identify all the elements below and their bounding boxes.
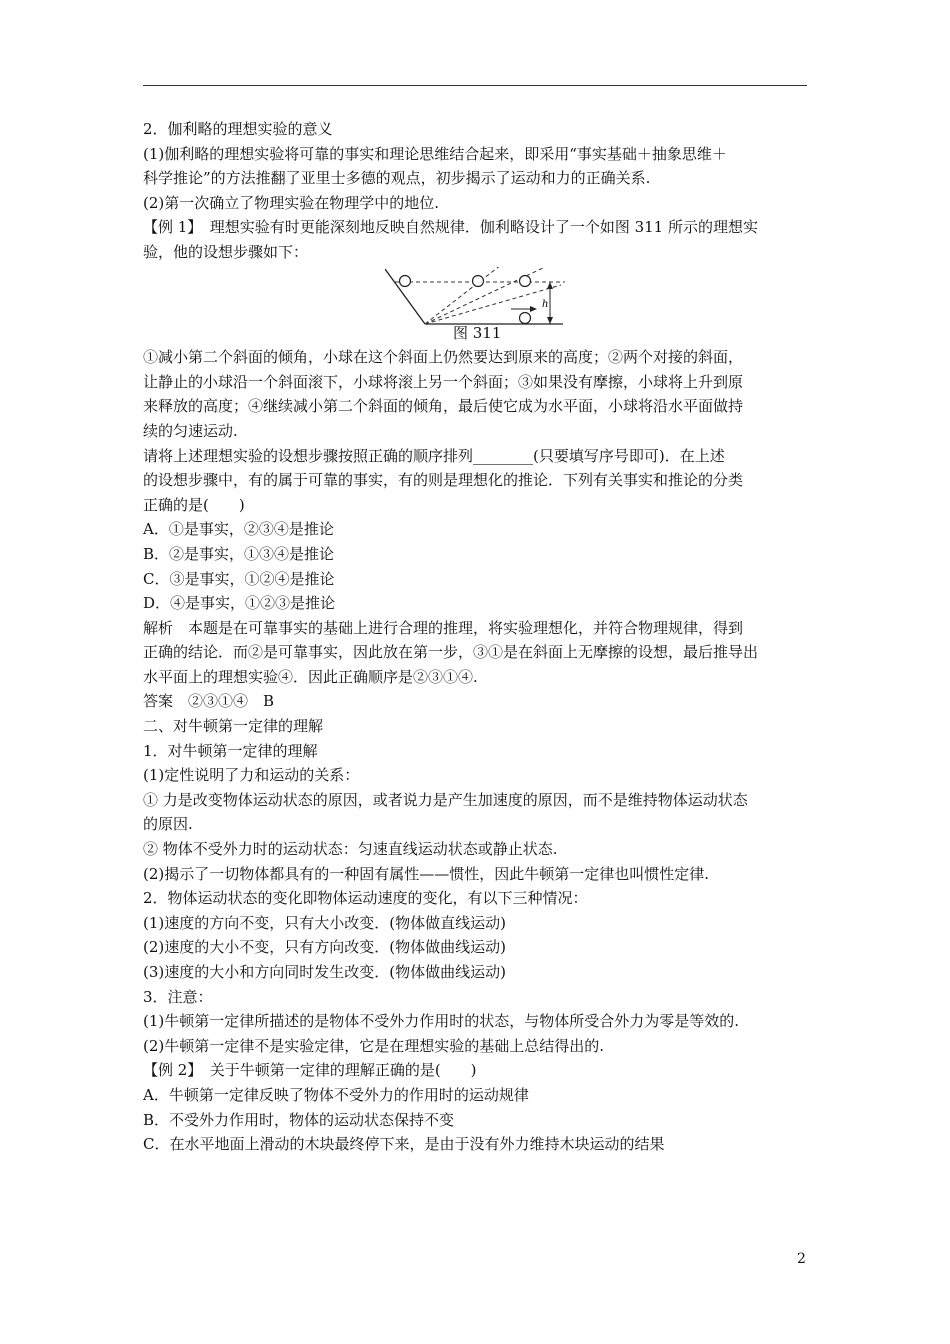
dimension-arrow-up-icon: [547, 282, 553, 289]
section-title: 二、对牛顿第一定律的理解: [143, 717, 324, 736]
option-d: D．④是事实，①②③是推论: [143, 594, 336, 613]
paragraph-line: (2)第一次确立了物理实验在物理学中的地位.: [143, 193, 440, 212]
subsection-heading: 1．对牛顿第一定律的理解: [143, 741, 318, 760]
option-a: A．①是事实，②③④是推论: [143, 520, 334, 539]
example-1-label: 【例 1】 理想实验有时更能深刻地反映自然规律．伽利略设计了一个如图 311 所示的理想实: [143, 218, 758, 237]
ball-incline: [473, 275, 484, 286]
ball-start: [400, 275, 411, 286]
paragraph-line: (2)牛顿第一定律不是实验定律，它是在理想实验的基础上总结得出的.: [143, 1036, 605, 1055]
example-2-label: 【例 2】 关于牛顿第一定律的理解正确的是( ): [143, 1061, 477, 1080]
question-line: 请将上述理想实验的设想步骤按照正确的顺序排列________(只要填写序号即可)．在上述: [143, 446, 725, 465]
paragraph-line: (1)伽利略的理想实验将可靠的事实和理论思维结合起来，即采用“事实基础＋抽象思维＋: [143, 144, 727, 163]
ball-floor: [520, 312, 531, 323]
section-heading: 2．伽利略的理想实验的意义: [143, 120, 333, 138]
option-c: C．③是事实，①②④是推论: [143, 569, 335, 588]
incline-dashed-3: [425, 285, 561, 324]
paragraph-line: 让静止的小球沿一个斜面滚下，小球将滚上另一个斜面；③如果没有摩擦，小球将上升到原: [143, 372, 744, 391]
paragraph-line: 的原因.: [143, 815, 193, 834]
paragraph-line: 来释放的高度；④继续减小第二个斜面的倾角，最后使它成为水平面，小球将沿水平面做持: [143, 397, 744, 416]
analysis-line: 水平面上的理想实验④．因此正确顺序是②③①④.: [143, 667, 478, 686]
paragraph-line: ①减小第二个斜面的倾角，小球在这个斜面上仍然要达到原来的高度；②两个对接的斜面，: [143, 348, 744, 367]
header-rule: [143, 85, 807, 86]
paragraph-line: (2)揭示了一切物体都具有的一种固有属性——惯性，因此牛顿第一定律也叫惯性定律.: [143, 864, 710, 883]
question-line: 的设想步骤中，有的属于可靠的事实，有的则是理想化的推论．下列有关事实和推论的分类: [143, 471, 744, 490]
option-c: C．在水平地面上滑动的木块最终停下来，是由于没有外力维持木块运动的结果: [143, 1135, 665, 1154]
paragraph-line: (1)速度的方向不变，只有大小改变．(物体做直线运动): [143, 913, 506, 932]
option-b: B．②是事实，①③④是推论: [143, 544, 335, 563]
arrow-head-icon: [530, 306, 537, 312]
paragraph-line: (1)定性说明了力和运动的关系：: [143, 766, 360, 785]
subsection-heading: 2．物体运动状态的变化即物体运动速度的变化，有以下三种情况：: [143, 889, 588, 908]
figure-caption: 图 311: [453, 323, 502, 342]
height-label: h: [542, 298, 549, 310]
document-body: [143, 117, 813, 1157]
paragraph-line: 验，他的设想步骤如下：: [143, 242, 309, 261]
answer-line: 答案 ②③①④ B: [143, 692, 275, 711]
question-line: 正确的是( ): [143, 495, 245, 514]
analysis-line: 正确的结论．而②是可靠事实，因此放在第一步，③①是在斜面上无摩擦的设想，最后推导出: [143, 643, 759, 662]
paragraph-line: 续的匀速运动.: [143, 421, 238, 440]
paragraph-line: ② 物体不受外力时的运动状态：匀速直线运动状态或静止状态.: [143, 840, 558, 859]
inclined-plane-diagram: [385, 267, 715, 327]
paragraph-line: (1)牛顿第一定律所描述的是物体不受外力作用时的状态，与物体所受合外力为零是等效的.: [143, 1012, 740, 1031]
figure-311: [143, 267, 813, 321]
paragraph-line: 科学推论”的方法推翻了亚里士多德的观点，初步揭示了运动和力的正确关系.: [143, 169, 651, 188]
paragraph-line: ① 力是改变物体运动状态的原因，或者说力是产生加速度的原因，而不是维持物体运动状态: [143, 790, 748, 809]
analysis-line: 解析 本题是在可靠事实的基础上进行合理的推理，将实验理想化，并符合物理规律，得到: [143, 618, 744, 637]
page-number: 2: [797, 1251, 806, 1267]
paragraph-line: (3)速度的大小和方向同时发生改变．(物体做曲线运动): [143, 963, 506, 981]
ball-shallow-incline: [520, 275, 531, 286]
option-a: A．牛顿第一定律反映了物体不受外力的作用时的运动规律: [143, 1085, 529, 1104]
subsection-heading: 3．注意：: [143, 987, 213, 1006]
paragraph-line: (2)速度的大小不变，只有方向改变．(物体做曲线运动): [143, 938, 506, 957]
dimension-arrow-down-icon: [547, 317, 553, 324]
incline-dashed-1: [425, 267, 501, 324]
option-b: B．不受外力作用时，物体的运动状态保持不变: [143, 1110, 455, 1129]
